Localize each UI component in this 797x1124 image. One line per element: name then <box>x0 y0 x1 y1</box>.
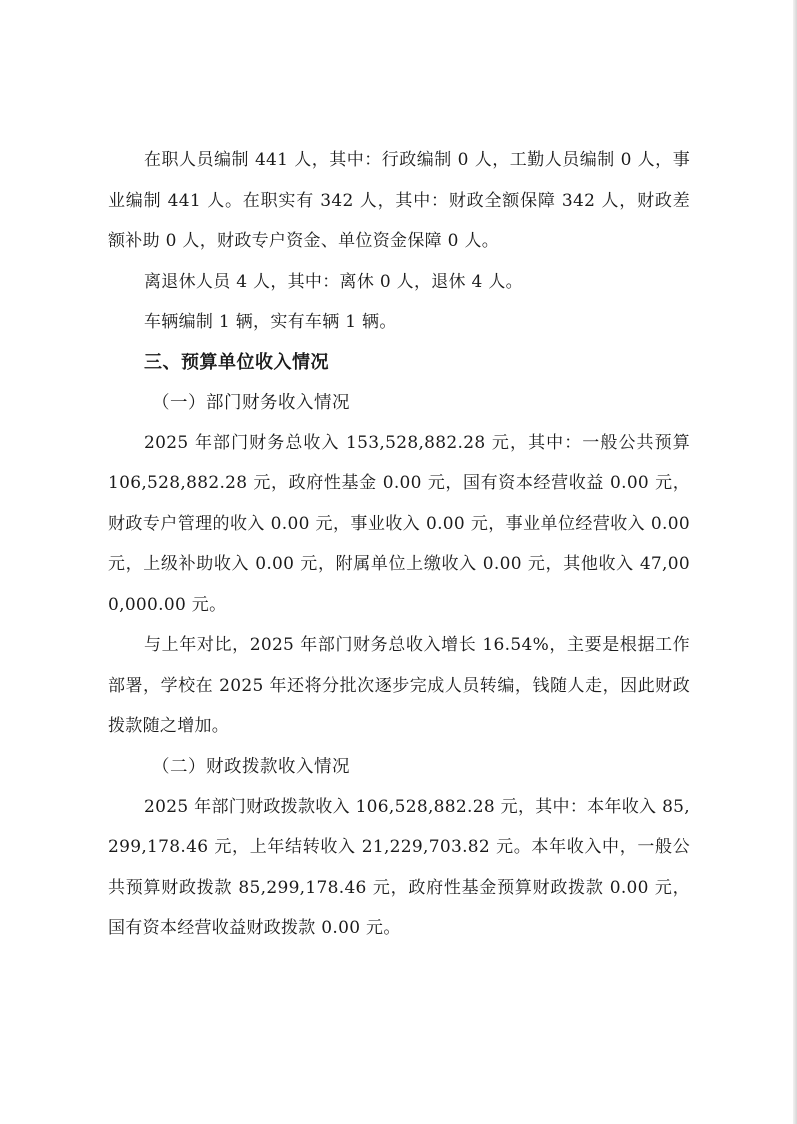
page-edge-shadow <box>793 0 797 1124</box>
heading-section-3: 三、预算单位收入情况 <box>144 351 329 373</box>
heading-subsection-1: （一）部门财务收入情况 <box>152 392 350 413</box>
paragraph-fiscal-appropriation: 2025 年部门财政拨款收入 106,528,882.28 元，其中：本年收入 85,299,178.46 元，上年结转收入 21,229,703.82 元。本年收入中，一般公共预算财政拨款 85,299,178.46 元，政府性基金预算财政拨款 0.00 元，国有资本经营收益财政拨款 0.00 元。 <box>108 796 690 938</box>
paragraph-retirees: 离退休人员 4 人，其中：离休 0 人，退休 4 人。 <box>144 271 523 292</box>
heading-subsection-2: （二）财政拨款收入情况 <box>152 756 350 777</box>
paragraph-income-comparison: 与上年对比，2025 年部门财务总收入增长 16.54%，主要是根据工作部署，学校在 2025 年还将分批次逐步完成人员转编，钱随人走，因此财政拨款随之增加。 <box>108 635 690 736</box>
paragraph-staffing: 在职人员编制 441 人，其中：行政编制 0 人，工勤人员编制 0 人，事业编制 441 人。在职实有 342 人，其中：财政全额保障 342 人，财政差额补助 0 人，财政专户资金、单位资金保障 0 人。 <box>108 150 690 251</box>
document-body <box>108 140 690 949</box>
paragraph-total-income: 2025 年部门财务总收入 153,528,882.28 元，其中：一般公共预算 106,528,882.28 元，政府性基金 0.00 元，国有资本经营收益 0.00 元，财政专户管理的收入 0.00 元，事业收入 0.00 元，事业单位经营收入 0.00 元，上级补助收入 0.00 元，附属单位上缴收入 0.00 元，其他收入 47,000,000.00 元。 <box>108 432 690 615</box>
paragraph-vehicles: 车辆编制 1 辆，实有车辆 1 辆。 <box>144 312 397 332</box>
